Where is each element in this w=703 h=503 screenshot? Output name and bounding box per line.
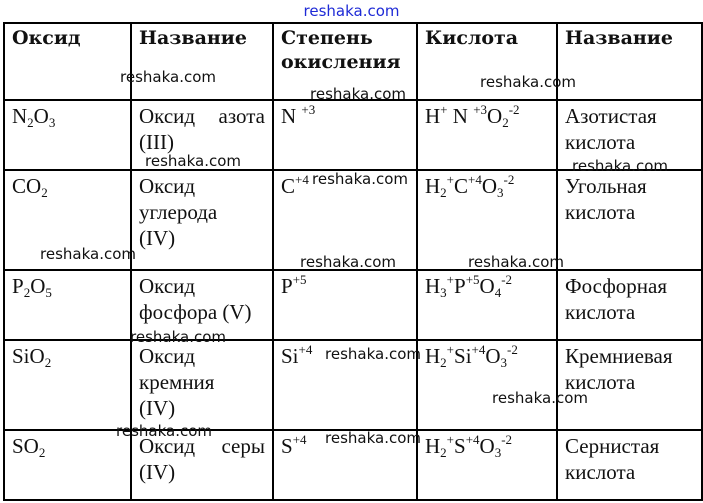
watermark-text: reshaka.com [310, 85, 406, 103]
oxide-formula: $N_2O_3$ [12, 104, 56, 130]
oxidation-cell [273, 270, 417, 340]
watermark-text: reshaka.com [480, 73, 576, 91]
acid-cell [417, 270, 557, 340]
acid-name: Кремниевая кислота [565, 344, 673, 394]
oxidation-state: $C^{+4}$ [281, 172, 309, 198]
watermark-text: reshaka.com [40, 245, 136, 263]
watermark-text: reshaka.com [325, 345, 421, 363]
header-oxidation-state: Степень окисления [273, 23, 417, 100]
oxide-formula: $SO_2$ [12, 434, 46, 460]
acid-cell [417, 340, 557, 430]
watermark-text: reshaka.com [325, 429, 421, 447]
oxidation-state: $S^{+4}$ [281, 432, 307, 458]
site-watermark-top[interactable]: reshaka.com [303, 2, 400, 20]
watermark-text: reshaka.com [312, 170, 408, 188]
watermark-text: reshaka.com [572, 157, 668, 175]
watermark-text: reshaka.com [120, 68, 216, 86]
acid-formula: $H_2^+C^{+4}O_3^{-2}$ [425, 172, 515, 200]
oxide-name: Оксид азота (III) [139, 104, 265, 154]
oxide-name: Оксид серы (IV) [139, 434, 265, 484]
watermark-text: reshaka.com [116, 422, 212, 440]
acid-name: Сернистая кислота [565, 434, 660, 484]
acid-name: Фосфорная кислота [565, 274, 668, 324]
acid-name-cell [557, 270, 702, 340]
acid-formula: H+ N $^{+3}O_2^{-2}$ [425, 102, 520, 130]
oxidation-state: $Si^{+4}$ [281, 342, 313, 368]
oxide-name-cell [131, 430, 273, 500]
oxidation-cell [273, 100, 417, 170]
acid-name-cell [557, 430, 702, 500]
acid-cell [417, 430, 557, 500]
acid-name-cell [557, 340, 702, 430]
header-acid-name: Название [557, 23, 702, 100]
acid-name-cell [557, 170, 702, 270]
oxide-name: Оксид углерода (IV) [139, 174, 218, 250]
oxide-formula: $P_2O_5$ [12, 274, 52, 300]
acid-cell [417, 100, 557, 170]
oxide-cell [4, 430, 131, 500]
oxide-name-cell [131, 340, 273, 430]
oxidation-state: $P^{+5}$ [281, 272, 307, 298]
oxide-formula: SiO$_2$ [12, 344, 52, 370]
watermark-text: reshaka.com [300, 253, 396, 271]
oxidation-state: N $^{+3}$ [281, 102, 316, 128]
acid-name: Азотистая кислота [565, 104, 657, 154]
acid-formula: $H_3^+P^{+5}O_4^{-2}$ [425, 272, 513, 300]
acid-name: Угольная кислота [565, 174, 647, 224]
watermark-text: reshaka.com [145, 152, 241, 170]
watermark-text: reshaka.com [130, 328, 226, 346]
acid-formula: $H_2^+Si^{+4}O_3^{-2}$ [425, 342, 518, 370]
oxide-cell [4, 270, 131, 340]
table-row [4, 270, 702, 340]
watermark-text: reshaka.com [468, 253, 564, 271]
oxide-name-cell [131, 170, 273, 270]
oxide-name: Оксид фосфора (V) [139, 274, 252, 324]
header-oxide: Оксид [4, 23, 131, 100]
watermark-text: reshaka.com [492, 389, 588, 407]
header-acid: Кислота [417, 23, 557, 100]
oxide-name: Оксид кремния (IV) [139, 344, 215, 420]
header-name: Название [131, 23, 273, 100]
oxide-cell [4, 340, 131, 430]
oxide-cell [4, 100, 131, 170]
acid-formula: $H_2^+S^{+4}O_3^{-2}$ [425, 432, 513, 460]
oxide-formula: $CO_2$ [12, 174, 48, 200]
